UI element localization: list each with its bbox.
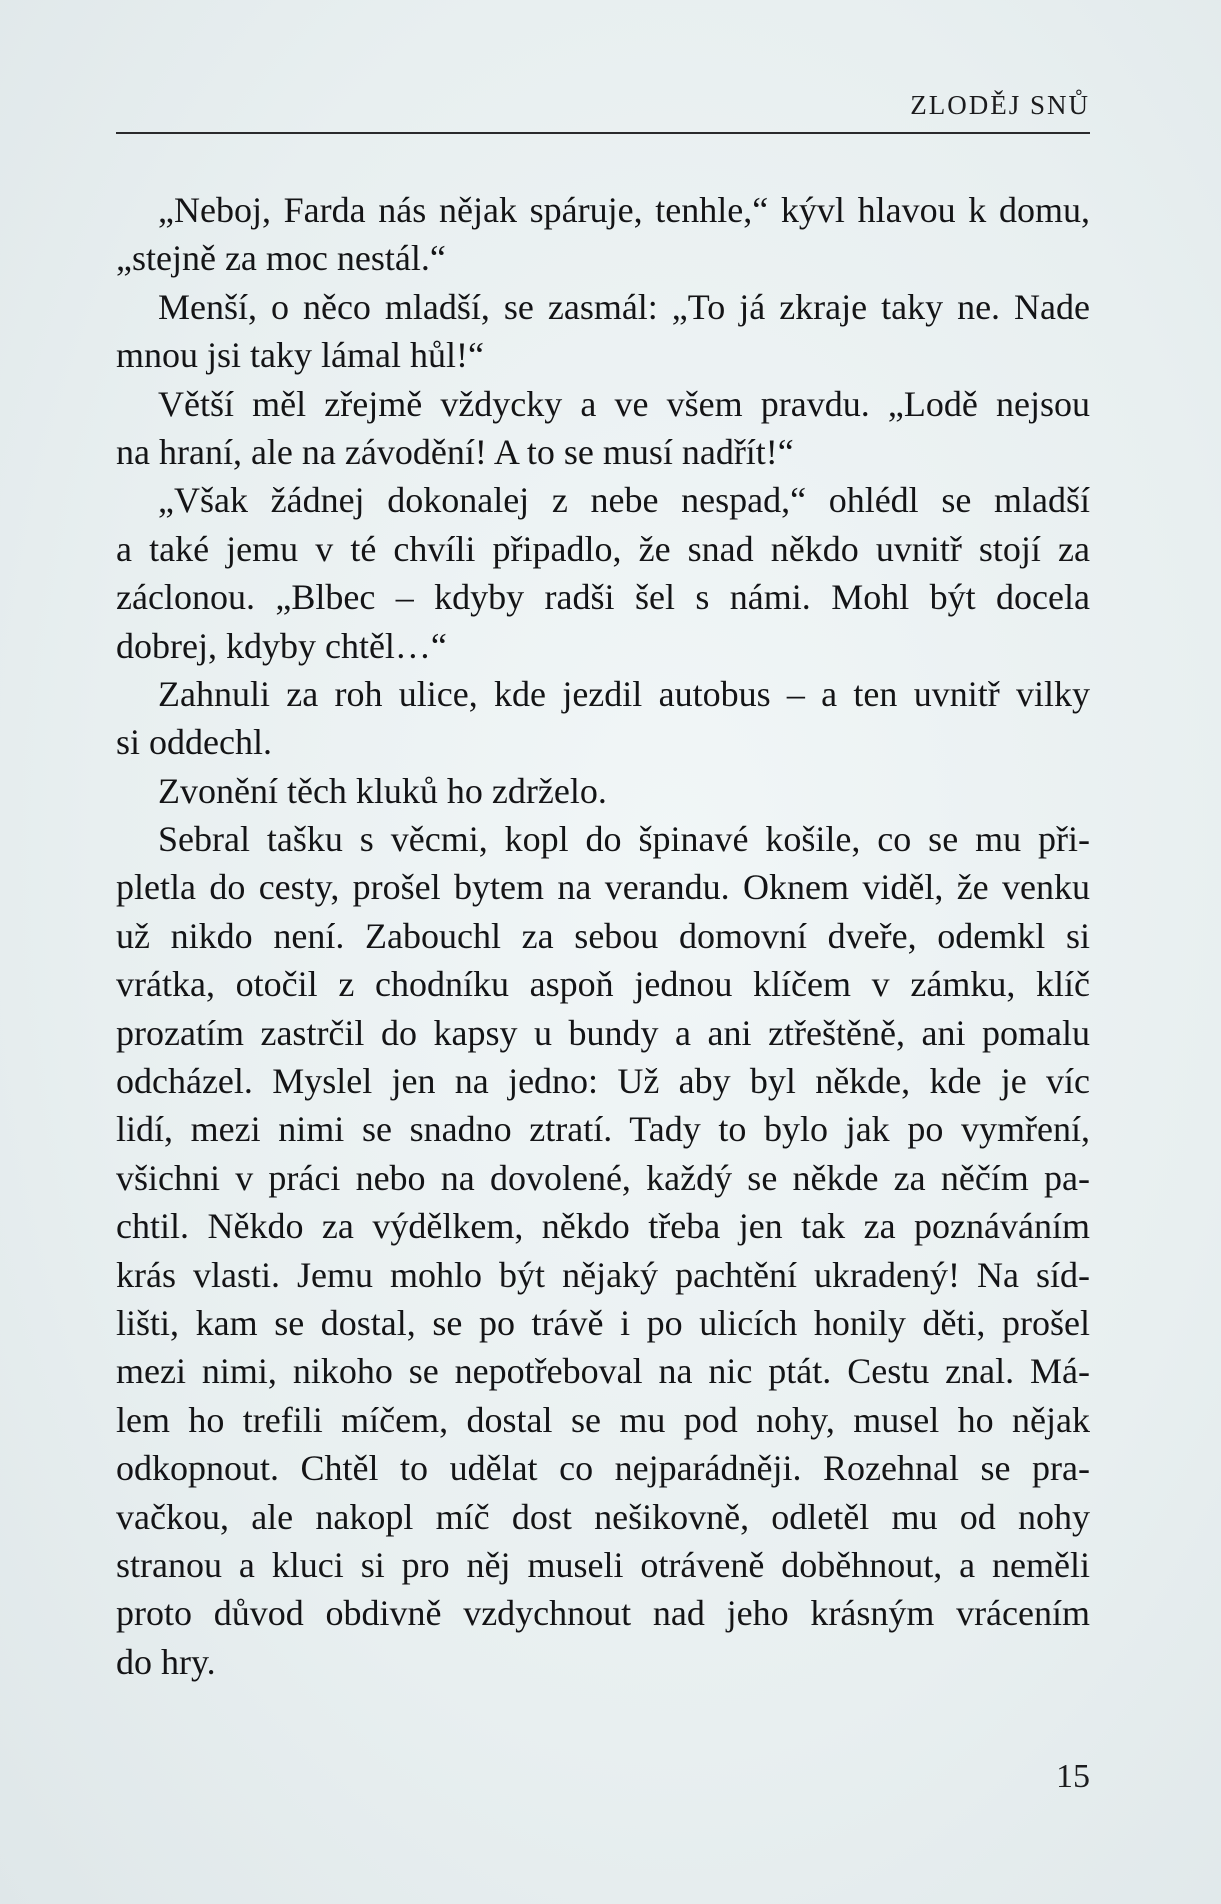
text-line: vrátka, otočil z chodníku aspoň jednou klíčem v zámku, klíč	[116, 964, 1090, 1005]
text-line: lem ho trefili míčem, dostal se mu pod nohy, musel ho nějak	[116, 1399, 1090, 1440]
text-line: chtil. Někdo za výdělkem, někdo třeba jen tak za poznáváním	[116, 1206, 1090, 1247]
body-text	[116, 186, 1090, 1686]
text-line: lišti, kam se dostal, se po trávě i po ulicích honily děti, prošel	[116, 1302, 1090, 1343]
text-line: na hraní, ale na závodění! A to se musí nadřít!“	[116, 431, 794, 472]
text-line: „stejně za moc nestál.“	[116, 238, 446, 279]
text-line: vačkou, ale nakopl míč dost nešikovně, odletěl mu od nohy	[116, 1496, 1090, 1537]
text-line: si oddechl.	[116, 722, 272, 763]
text-line: krás vlasti. Jemu mohlo být nějaký pachtění ukradený! Na síd-	[116, 1254, 1090, 1295]
text-line: prozatím zastrčil do kapsy u bundy a ani ztřeštěně, ani pomalu	[116, 1012, 1090, 1053]
text-line: Zvonění těch kluků ho zdrželo.	[158, 770, 607, 811]
text-line: „Však žádnej dokonalej z nebe nespad,“ ohlédl se mladší	[158, 480, 1090, 521]
text-line: záclonou. „Blbec – kdyby radši šel s námi. Mohl být docela	[116, 577, 1090, 618]
text-line: odcházel. Myslel jen na jedno: Už aby byl někde, kde je víc	[116, 1061, 1090, 1102]
text-line: „Neboj, Farda nás nějak spáruje, tenhle,“ kývl hlavou k domu,	[158, 190, 1090, 230]
text-line: lidí, mezi nimi se snadno ztratí. Tady to bylo jak po vymření,	[116, 1109, 1090, 1150]
text-line: Větší měl zřejmě vždycky a ve všem pravdu. „Lodě nejsou	[158, 383, 1090, 424]
text-line: stranou a kluci si pro něj museli otráveně doběhnout, a neměli	[116, 1544, 1090, 1585]
text-line: pletla do cesty, prošel bytem na verandu. Oknem viděl, že venku	[116, 867, 1090, 908]
text-line: dobrej, kdyby chtěl…“	[116, 625, 447, 666]
text-line: Menší, o něco mladší, se zasmál: „To já zkraje taky ne. Nade	[158, 286, 1090, 327]
text-line: mezi nimi, nikoho se nepotřeboval na nic ptát. Cestu znal. Má-	[116, 1351, 1090, 1392]
text-line: mnou jsi taky lámal hůl!“	[116, 335, 484, 376]
text-line: odkopnout. Chtěl to udělat co nejparádněji. Rozehnal se pra-	[116, 1448, 1090, 1489]
page-number: 15	[1056, 1758, 1090, 1795]
running-head: ZLODĚJ SNŮ	[910, 90, 1090, 120]
text-line: Zahnuli za roh ulice, kde jezdil autobus – a ten uvnitř vilky	[158, 673, 1090, 714]
text-line: Sebral tašku s věcmi, kopl do špinavé košile, co se mu při-	[158, 819, 1090, 860]
text-line: všichni v práci nebo na dovolené, každý se někde za něčím pa-	[116, 1157, 1090, 1198]
text-line: do hry.	[116, 1641, 216, 1682]
text-line: už nikdo není. Zabouchl za sebou domovní dveře, odemkl si	[116, 915, 1090, 956]
header-rule	[116, 132, 1090, 134]
text-line: proto důvod obdivně vzdychnout nad jeho krásným vrácením	[116, 1593, 1090, 1634]
text-line: a také jemu v té chvíli připadlo, že snad někdo uvnitř stojí za	[116, 528, 1090, 569]
